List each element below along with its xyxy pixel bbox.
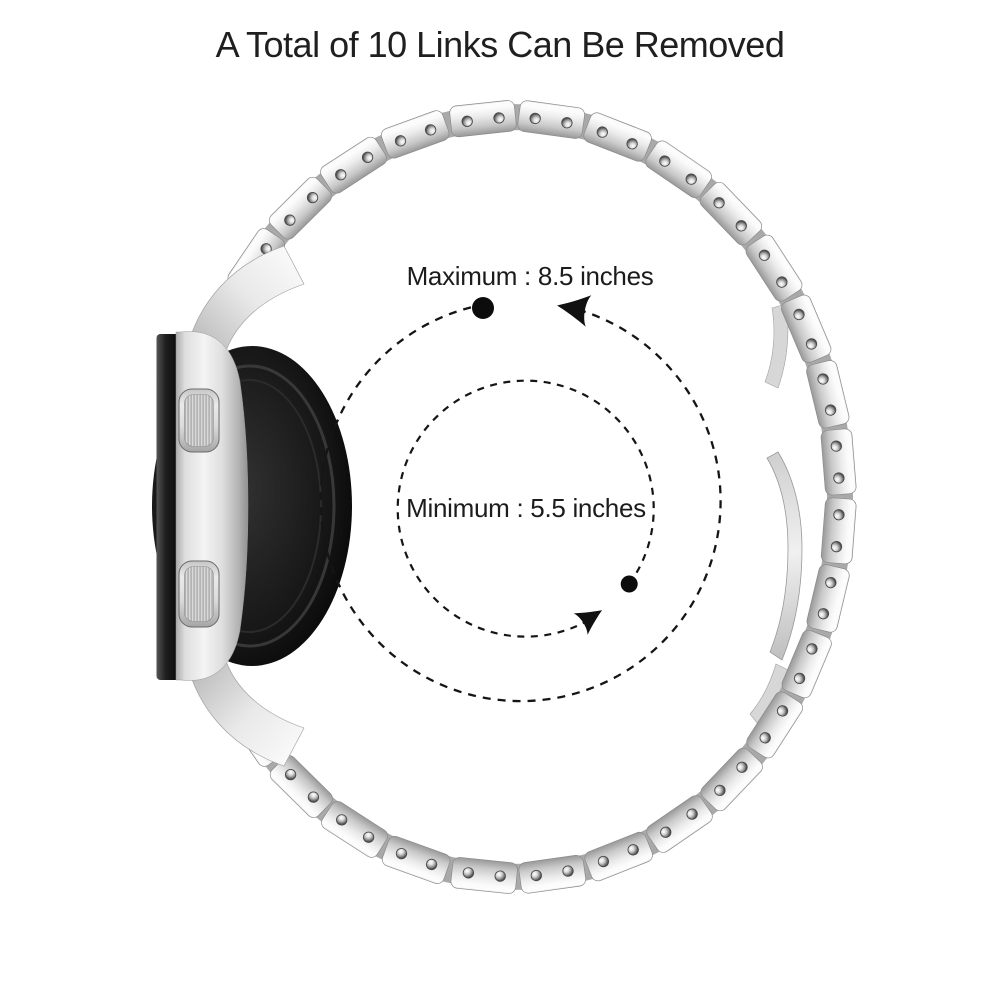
link-screw-icon [831,541,842,552]
page-title: A Total of 10 Links Can Be Removed [215,24,785,65]
link-screw-icon [833,509,844,520]
band-link [517,100,586,140]
min-size-dot [621,576,638,593]
band-link [450,857,518,895]
crown-button-lower-brushed [185,567,214,622]
band-link [805,563,850,633]
band-link [318,134,389,195]
max-size-dot [472,297,494,319]
band-link [744,689,805,760]
link-screw-icon [831,441,842,452]
band-link [518,854,587,894]
link-screw-icon [833,472,844,483]
crown-button-upper-brushed [185,395,214,447]
arrow-icon-min [574,599,609,634]
minimum-size-label: Minimum : 5.5 inches [406,493,646,523]
watch-case [176,331,248,680]
band-link [583,830,655,883]
band-link [582,111,654,164]
band-link [449,100,517,138]
band-link [821,428,857,495]
link-screw-icon [495,870,506,881]
arrow-icon-max [554,290,591,327]
band-link [743,232,804,303]
band-link [319,799,390,860]
clasp-plate [767,452,802,660]
band-link [821,497,857,564]
link-screw-icon [463,867,474,878]
maximum-size-label: Maximum : 8.5 inches [406,261,654,291]
band-link [380,834,452,885]
band-link [805,359,850,429]
band-link [379,109,451,160]
